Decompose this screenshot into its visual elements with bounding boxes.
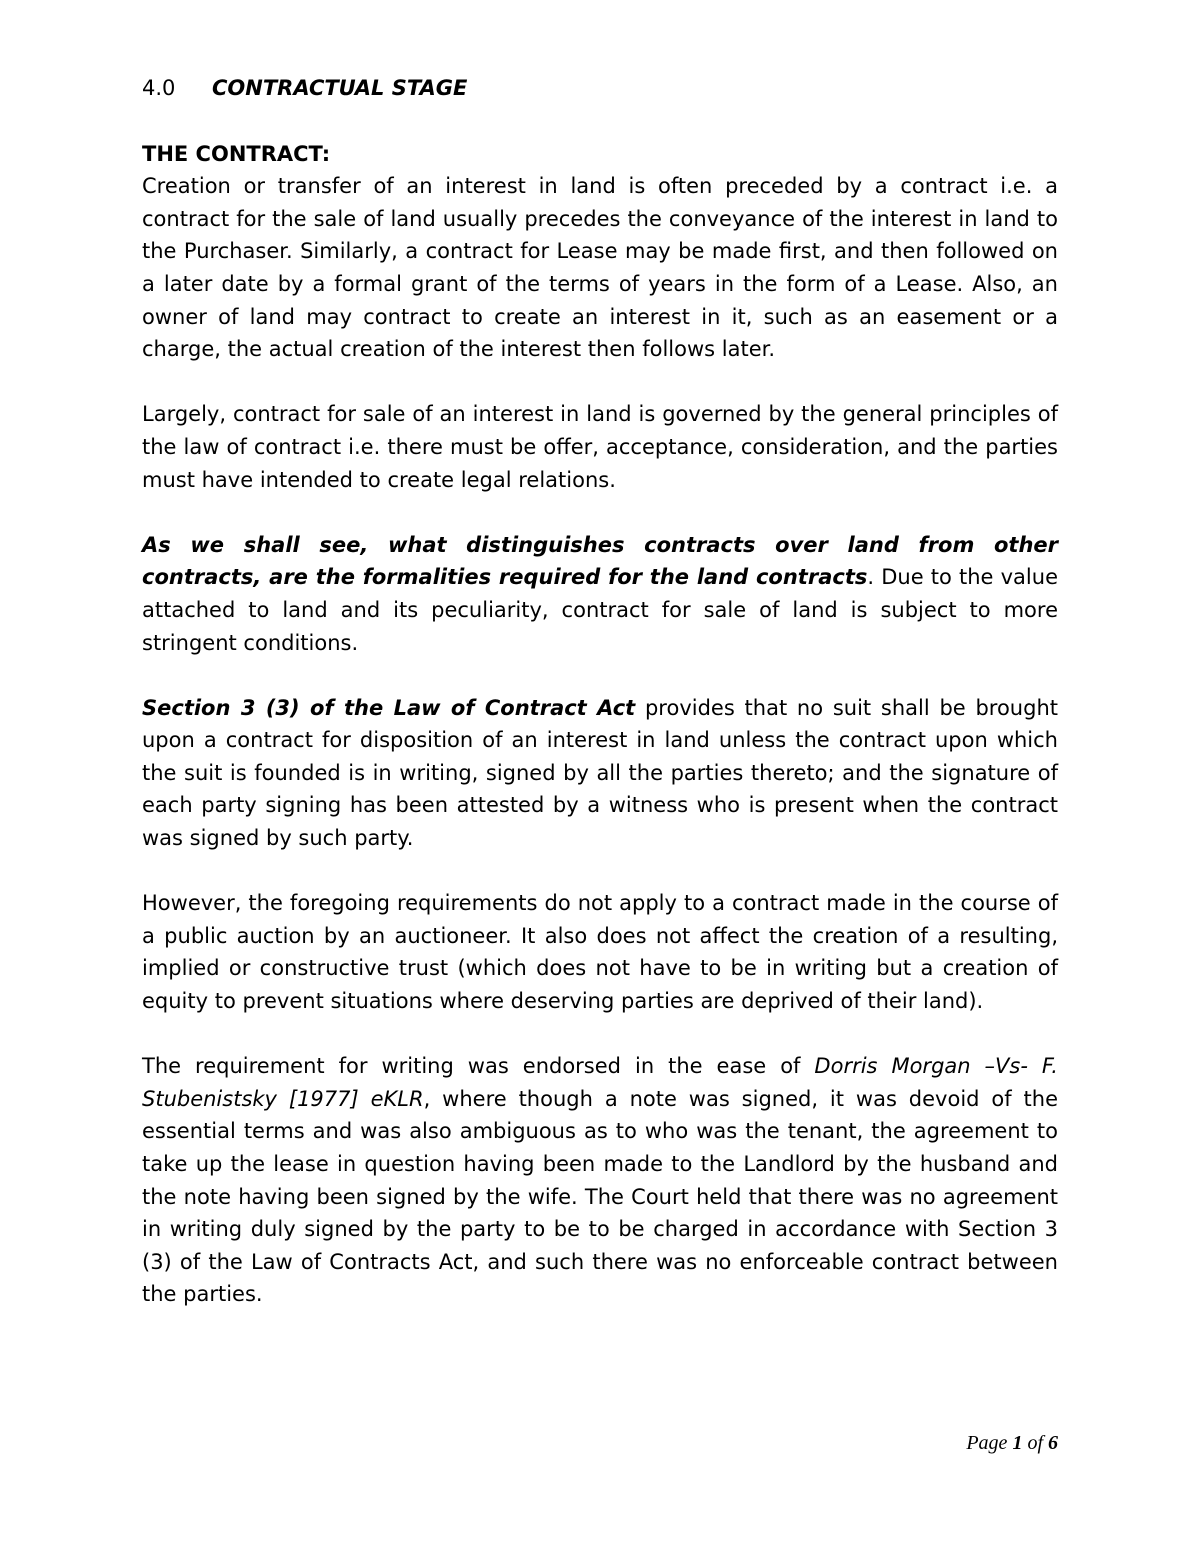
case-citation: Dorris Morgan –Vs- F. Stubenistsky [1977] eKLR — [142, 1054, 1058, 1111]
page-number-footer — [966, 1432, 1058, 1455]
statute-reference: Section 3 (3) of the Law of Contract Act — [142, 695, 636, 720]
section-heading — [142, 72, 1058, 105]
page-of-label: of — [1027, 1432, 1043, 1454]
paragraph-section-3 — [142, 692, 1058, 855]
case-intro-text: The requirement for writing was endorsed in the ease of — [142, 1054, 815, 1079]
page-label: Page — [966, 1432, 1008, 1454]
page-current: 1 — [1012, 1432, 1023, 1454]
document-body — [142, 72, 1058, 1344]
formalities-text: . Due to the value attached to land and its peculiarity, contract for sale of land is subject to more stringent conditions. — [142, 565, 1058, 655]
paragraph-exceptions: However, the foregoing requirements do not apply to a contract made in the course of a public auction by an auctioneer. It also does not affect the creation of a resulting, implied or constructive trust (which does not have to be in writing but a creation of equity to prevent situations where deserving parties are deprived of their land). — [142, 891, 1058, 1014]
paragraph-case-law — [142, 1050, 1058, 1311]
paragraph-intro: Creation or transfer of an interest in land is often preceded by a contract i.e. a contract for the sale of land usually precedes the conveyance of the interest in land to the Purchaser. Similarly, a contract for Lease may be made first, and then followed on a later date by a formal grant of the terms of years in the form of a Lease. Also, an owner of land may contract to create an interest in it, such as an easement or a charge, the actual creation of the interest then follows later. — [142, 174, 1058, 362]
paragraph-formalities — [142, 529, 1058, 659]
case-text: , where though a note was signed, it was devoid of the essential terms and was also ambiguous as to who was the tenant, the agreement to take up the lease in question having been made to the Landlord by the husband and the note having been signed by the wife. The Court held that there was no agreement in writing duly signed by the party to be to be charged in accordance with Section 3 (3) of the Law of Contracts Act, and such there was no enforceable contract between the parties. — [142, 1086, 1058, 1307]
section-title: CONTRACTUAL STAGE — [212, 76, 468, 100]
paragraph-general-principles: Largely, contract for sale of an interest in land is governed by the general principles of the law of contract i.e. there must be offer, acceptance, consideration, and the parties must have intended to create legal relations. — [142, 402, 1058, 492]
section-3-text: provides that no suit shall be brought upon a contract for disposition of an interest in land unless the contract upon which the suit is founded is in writing, signed by all the parties thereto; and the signature of each party signing has been attested by a witness who is present when the contract was signed by such party. — [142, 695, 1058, 851]
page-total: 6 — [1048, 1432, 1058, 1454]
formalities-emphasis: As we shall see, what distinguishes contracts over land from other contracts, are the formalities required for the land contracts — [142, 532, 1058, 590]
subheading: THE CONTRACT: — [142, 141, 331, 166]
section-number: 4.0 — [142, 76, 176, 100]
